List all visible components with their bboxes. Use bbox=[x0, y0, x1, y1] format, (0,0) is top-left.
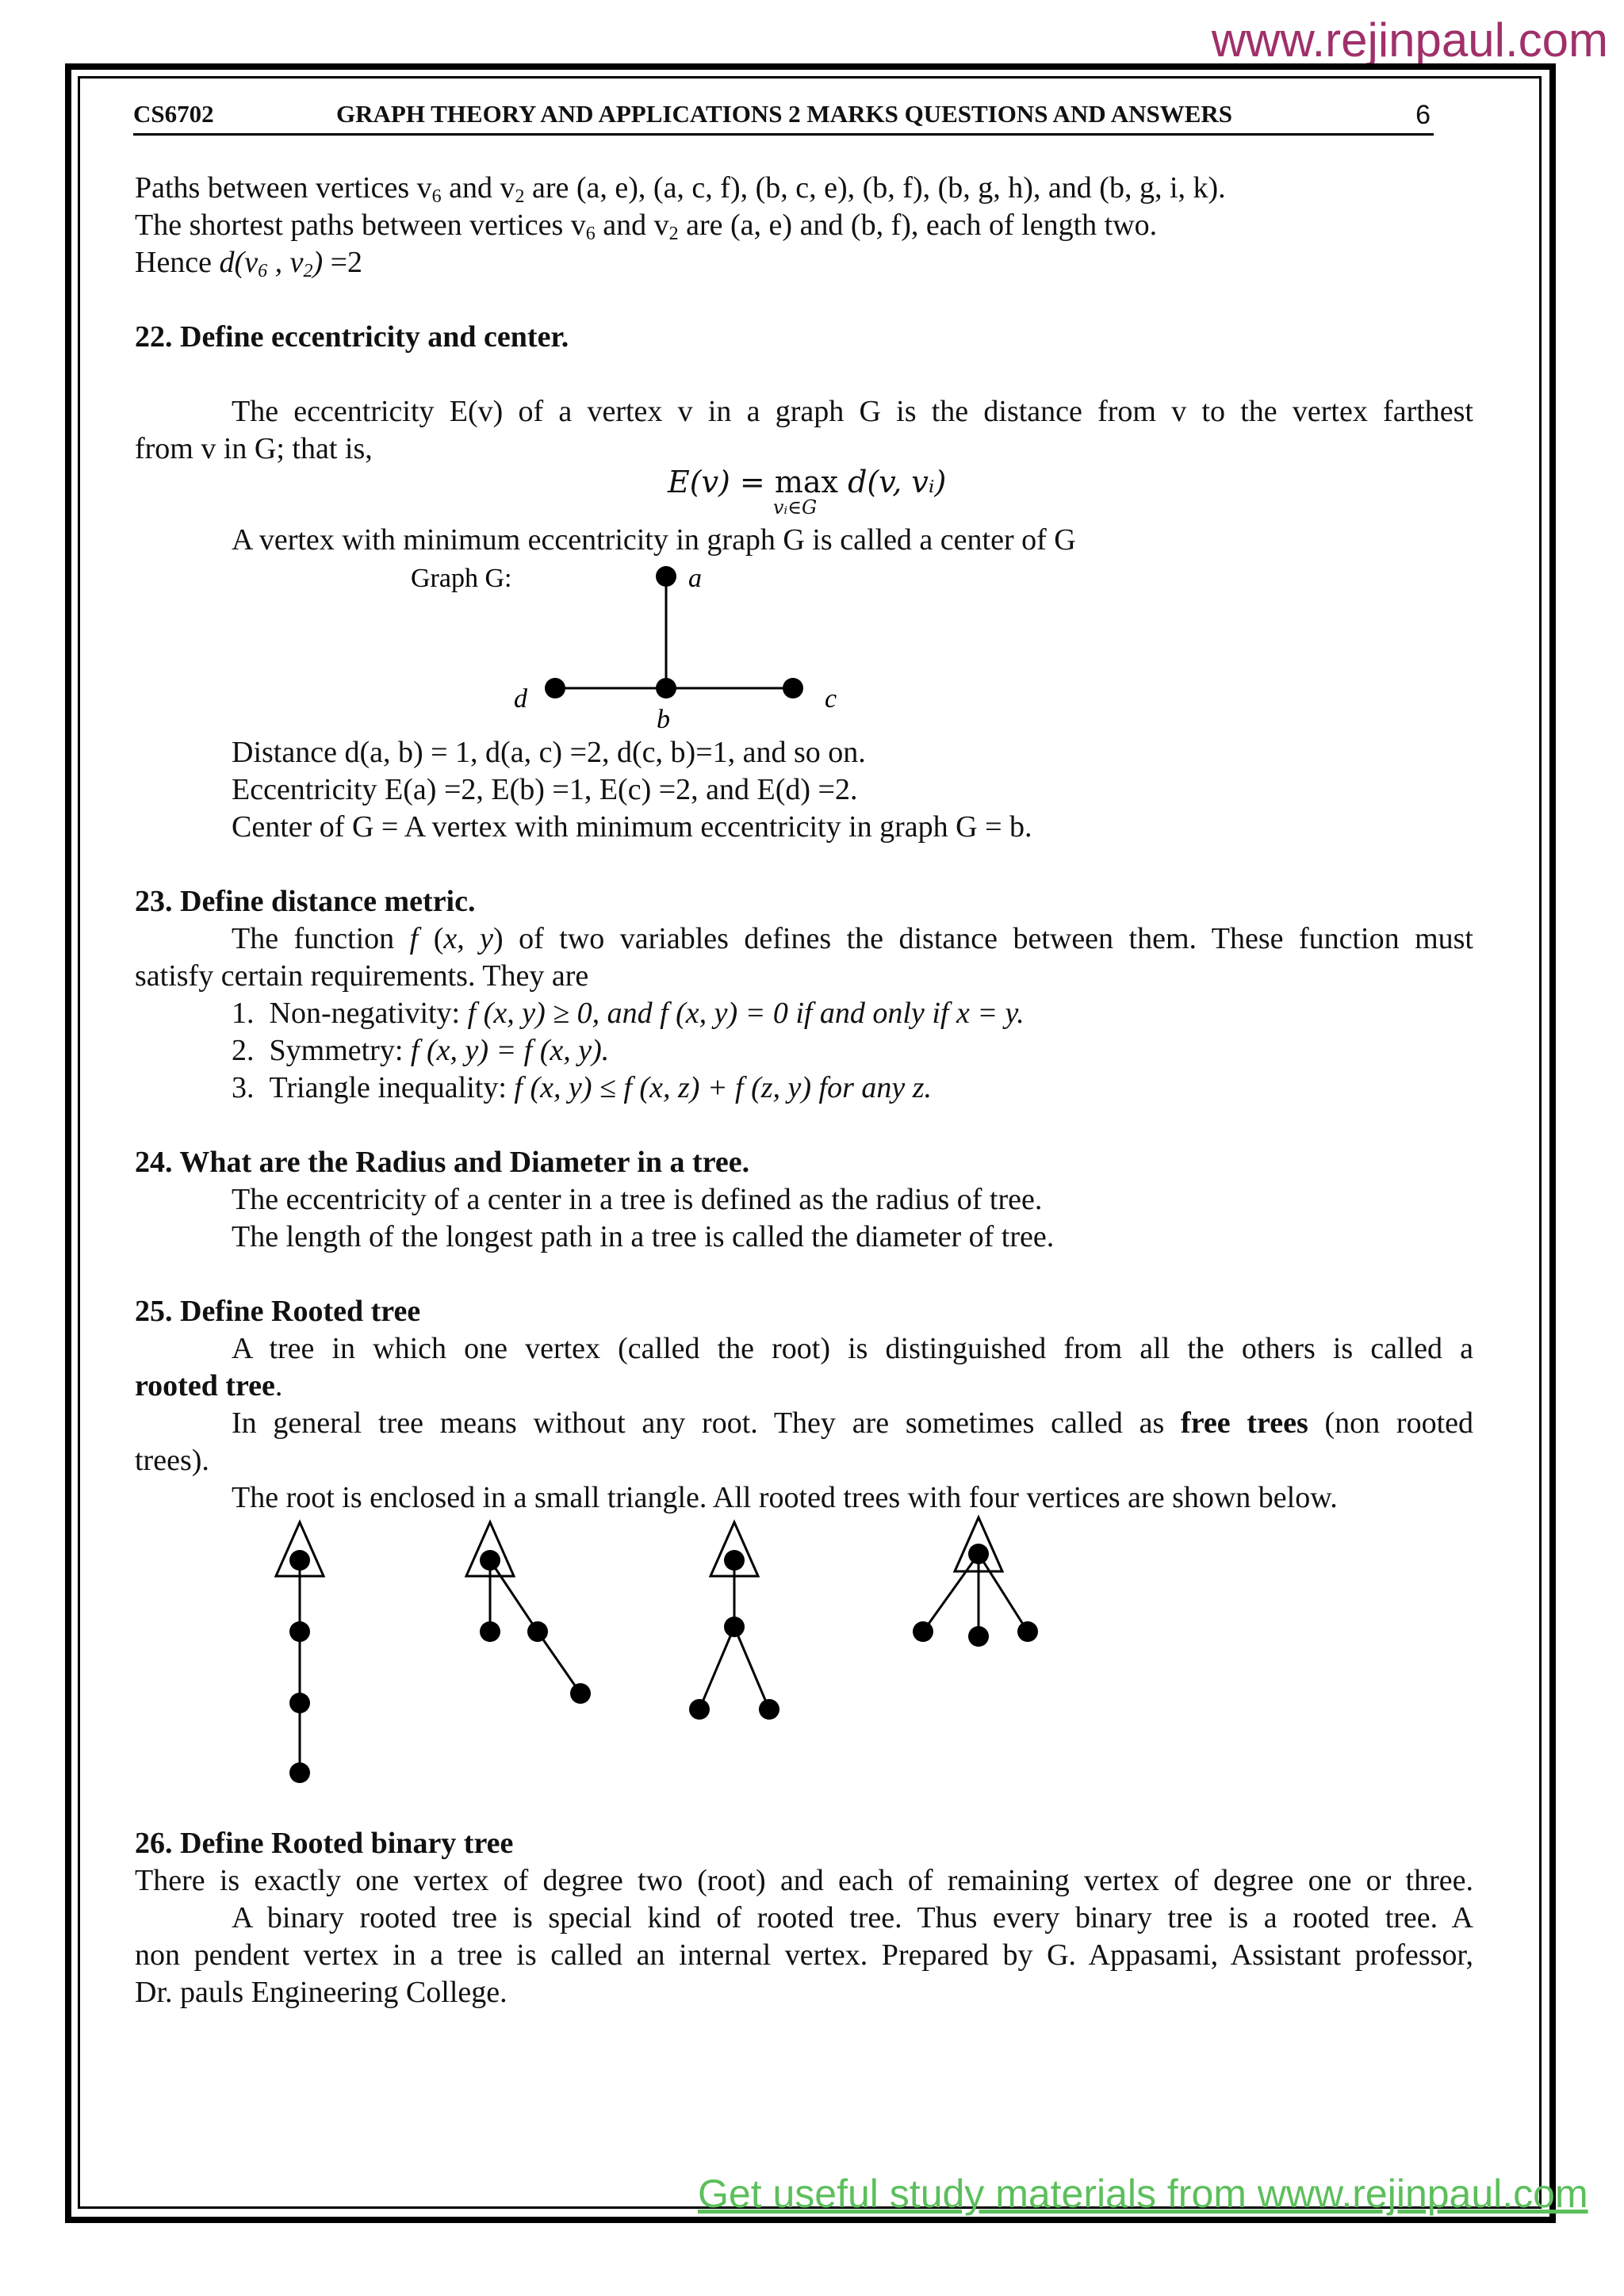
eccentricity-formula: E(v) = max vᵢ∈G d(v, vᵢ) bbox=[668, 465, 947, 519]
q23-para-line-2: satisfy certain requirements. They are bbox=[135, 959, 589, 993]
list-item: 2. Symmetry: f (x, y) = f (x, y). bbox=[232, 1034, 610, 1067]
q22-heading: 22. Define eccentricity and center. bbox=[135, 320, 569, 354]
q26-line-2: A binary rooted tree is special kind of rooted tree. Thus every binary tree is a rooted tree. A bbox=[232, 1901, 1473, 1934]
tree-vertex-root bbox=[480, 1550, 500, 1571]
q25-para2-line-2: trees). bbox=[135, 1444, 209, 1477]
q24-radius-line: The eccentricity of a center in a tree is defined as the radius of tree. bbox=[232, 1183, 1043, 1216]
tree-vertex bbox=[689, 1699, 710, 1720]
rooted-tree-4 bbox=[913, 1517, 1038, 1647]
q25-para1-line-2: rooted tree. bbox=[135, 1369, 283, 1402]
q26-line-4: Dr. pauls Engineering College. bbox=[135, 1976, 508, 2009]
rooted-tree-2 bbox=[466, 1522, 591, 1704]
q23-heading: 23. Define distance metric. bbox=[135, 885, 476, 918]
tree-vertex bbox=[480, 1621, 500, 1642]
vertex-label-b: b bbox=[657, 705, 670, 734]
document-title: GRAPH THEORY AND APPLICATIONS 2 MARKS QUESTIONS AND ANSWERS bbox=[336, 100, 1233, 128]
vertex-c bbox=[783, 678, 803, 698]
tree-vertex-root bbox=[968, 1544, 989, 1564]
tree-vertex bbox=[289, 1762, 310, 1783]
tree-vertex-root bbox=[724, 1550, 745, 1571]
tree-vertex-root bbox=[289, 1550, 310, 1571]
tree-vertex bbox=[527, 1621, 548, 1642]
list-item: 3. Triangle inequality: f (x, y) ≤ f (x, z) + f (z, y) for any z. bbox=[232, 1071, 933, 1104]
vertex-a bbox=[656, 566, 676, 587]
rooted-tree-1 bbox=[276, 1522, 324, 1783]
q23-para-line-1: The function f (x, y) of two variables defines the distance between them. These function must bbox=[232, 922, 1473, 955]
rooted-trees-diagram bbox=[238, 1506, 1094, 1800]
q22-para-line-2: from v in G; that is, bbox=[135, 432, 373, 465]
watermark-bottom-link[interactable]: Get useful study materials from www.rejinpaul.com bbox=[698, 2172, 1588, 2216]
vertex-label-d: d bbox=[514, 684, 527, 714]
q26-line-1: There is exactly one vertex of degree two (root) and each of remaining vertex of degree one or three. bbox=[135, 1864, 1473, 1897]
q25-heading: 25. Define Rooted tree bbox=[135, 1295, 421, 1328]
q25-para3: The root is enclosed in a small triangle. All rooted trees with four vertices are shown below. bbox=[232, 1481, 1338, 1514]
vertex-label-c: c bbox=[825, 684, 837, 714]
page-header bbox=[133, 100, 1434, 136]
tree-vertex bbox=[1017, 1621, 1038, 1642]
q22-distance-line: Distance d(a, b) = 1, d(a, c) =2, d(c, b)=1, and so on. bbox=[232, 736, 866, 769]
vertex-b bbox=[656, 678, 676, 698]
tree-vertex bbox=[724, 1617, 745, 1637]
graph-g-diagram bbox=[396, 555, 904, 745]
tree-vertex bbox=[968, 1626, 989, 1647]
tree-vertex bbox=[759, 1699, 779, 1720]
q25-para2-line-1: In general tree means without any root. They are sometimes called as free trees (non rooted bbox=[232, 1406, 1473, 1440]
tree-vertex bbox=[913, 1621, 933, 1642]
intro-line-2: The shortest paths between vertices $v_6$ and $v_2$ are (a, e) and (b, f), each of length two. bbox=[135, 209, 1158, 244]
list-item: 1. Non-negativity: f (x, y) ≥ 0, and f (x, y) = 0 if and only if x = y. bbox=[232, 997, 1025, 1030]
tree-vertex bbox=[289, 1621, 310, 1642]
q22-center-line: Center of G = A vertex with minimum eccentricity in graph G = b. bbox=[232, 810, 1032, 844]
intro-line-1: Paths between vertices $v_6$ and $v_2$ are (a, e), (a, c, f), (b, c, e), (b, f), (b, g, h), and (b, g, i, k). bbox=[135, 171, 1226, 207]
tree-vertex bbox=[570, 1683, 591, 1704]
tree-vertex bbox=[289, 1693, 310, 1713]
watermark-top: www.rejinpaul.com bbox=[1211, 13, 1608, 67]
course-code: CS6702 bbox=[133, 100, 214, 128]
q22-para-line-1: The eccentricity E(v) of a vertex v in a graph G is the distance from v to the vertex farthest bbox=[232, 395, 1473, 428]
page-number: 6 bbox=[1415, 100, 1431, 130]
q22-eccentricity-line: Eccentricity E(a) =2, E(b) =1, E(c) =2, and E(d) =2. bbox=[232, 773, 858, 806]
q24-heading: 24. What are the Radius and Diameter in a tree. bbox=[135, 1146, 750, 1179]
q26-line-3: non pendent vertex in a tree is called an internal vertex. Prepared by G. Appasami, Assistant professor, bbox=[135, 1938, 1473, 1972]
q22-center-definition: A vertex with minimum eccentricity in graph G is called a center of G bbox=[232, 523, 1076, 557]
q25-para1-line-1: A tree in which one vertex (called the root) is distinguished from all the others is called a bbox=[232, 1332, 1473, 1365]
graph-g-label: Graph G: bbox=[411, 564, 512, 593]
rooted-tree-3 bbox=[689, 1522, 779, 1720]
q24-diameter-line: The length of the longest path in a tree is called the diameter of tree. bbox=[232, 1220, 1055, 1253]
intro-line-3: Hence $d(v_6$ , $v_2) =2$ bbox=[135, 246, 363, 281]
q26-heading: 26. Define Rooted binary tree bbox=[135, 1827, 514, 1860]
vertex-d bbox=[545, 678, 565, 698]
vertex-label-a: a bbox=[688, 564, 702, 593]
